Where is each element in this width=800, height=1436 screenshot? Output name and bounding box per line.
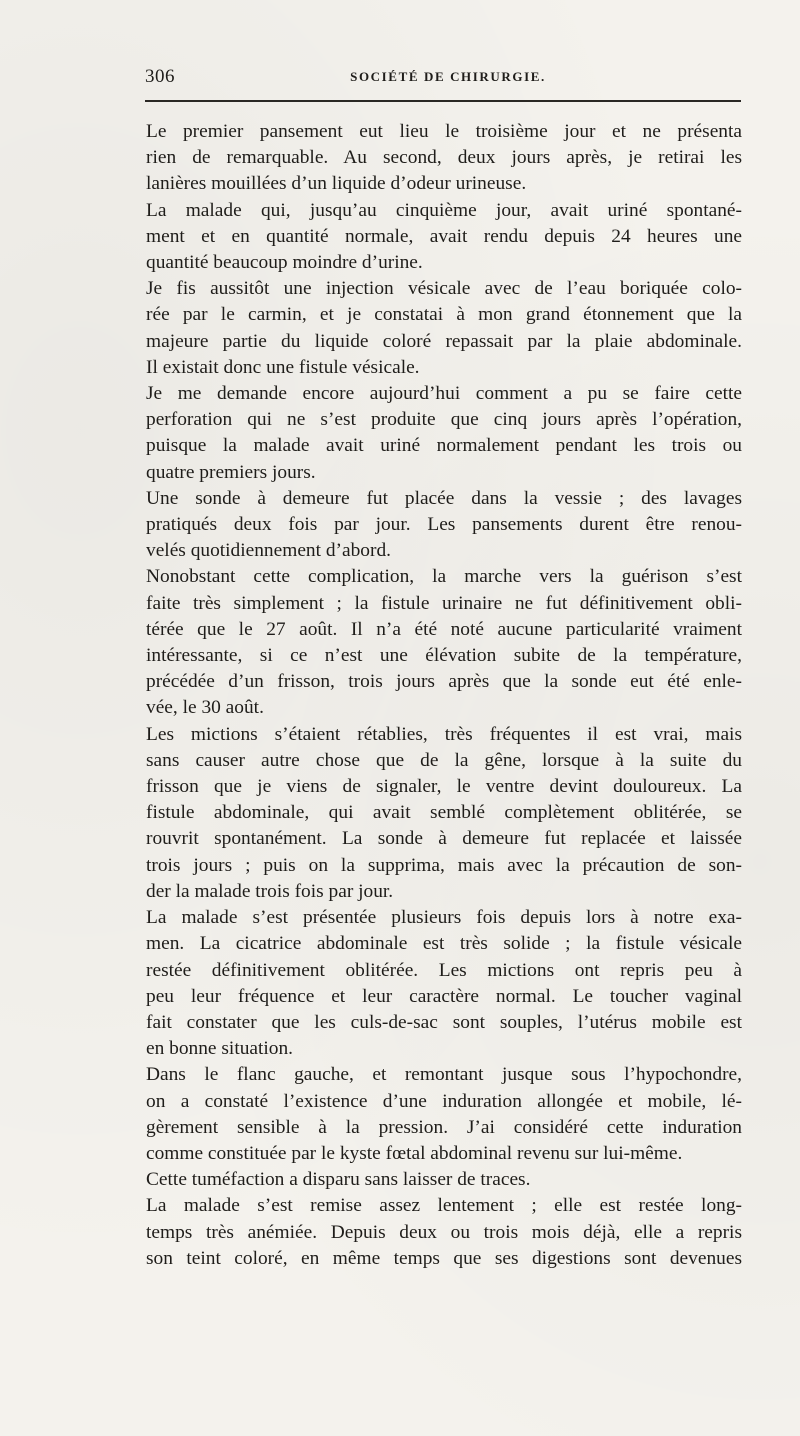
paragraph — [122, 905, 742, 1062]
text-line: rouvrit spontanément. La sonde à demeure fut replacée et laissée — [146, 828, 742, 850]
text-line: puisque la malade avait uriné normalement pendant les trois ou — [146, 435, 742, 457]
running-head: SOCIÉTÉ DE CHIRURGIE. — [350, 69, 546, 84]
text-line: trois jours ; puis on la supprima, mais avec la précaution de son- — [146, 854, 742, 876]
text-line: Une sonde à demeure fut placée dans la vessie ; des lavages — [146, 487, 742, 509]
header-rule — [145, 100, 741, 102]
text-line: faite très simplement ; la fistule urinaire ne fut définitivement obli- — [146, 592, 742, 614]
text-line: perforation qui ne s’est produite que cinq jours après l’opération, — [146, 409, 742, 431]
text-line: comme constituée par le kyste fœtal abdominal revenu sur lui-même. — [146, 1142, 683, 1164]
paragraph — [122, 1062, 742, 1167]
text-line: précédée d’un frisson, trois jours après que la sonde eut été enle- — [146, 671, 742, 693]
paragraph — [122, 381, 742, 486]
text-line: La malade qui, jusqu’au cinquième jour, avait uriné spontané- — [146, 199, 742, 221]
text-line: Dans le flanc gauche, et remontant jusque sous l’hypochondre, — [146, 1064, 742, 1086]
text-line: ment et en quantité normale, avait rendu depuis 24 heures une — [146, 225, 742, 247]
paragraph — [122, 198, 742, 277]
paragraph — [122, 276, 742, 381]
text-line: on a constaté l’existence d’une induration allongée et mobile, lé- — [146, 1090, 742, 1112]
text-line: vée, le 30 août. — [146, 697, 264, 719]
text-line: men. La cicatrice abdominale est très solide ; la fistule vésicale — [146, 933, 742, 955]
text-line: Cette tuméfaction a disparu sans laisser de traces. — [146, 1169, 531, 1191]
text-line: Les mictions s’étaient rétablies, très fréquentes il est vrai, mais — [146, 723, 742, 745]
text-line: Je fis aussitôt une injection vésicale avec de l’eau boriquée colo- — [146, 278, 742, 300]
text-line: La malade s’est présentée plusieurs fois depuis lors à notre exa- — [146, 907, 742, 929]
body-text — [122, 119, 742, 1272]
text-line: temps très anémiée. Depuis deux ou trois mois déjà, elle a repris — [146, 1221, 742, 1243]
text-line: Il existait donc une fistule vésicale. — [146, 356, 420, 378]
text-line: intéressante, si ce n’est une élévation subite de la température, — [146, 645, 742, 667]
text-line: en bonne situation. — [146, 1038, 294, 1060]
text-line: térée que le 27 août. Il n’a été noté aucune particularité vraiment — [146, 618, 742, 640]
text-line: pratiqués deux fois par jour. Les pansements durent être renou- — [146, 514, 742, 536]
text-line: rée par le carmin, et je constatai à mon grand étonnement que la — [146, 304, 742, 326]
paragraph — [122, 119, 742, 198]
text-line: quantité beaucoup moindre d’urine. — [146, 252, 423, 274]
text-line: son teint coloré, en même temps que ses digestions sont devenues — [146, 1247, 742, 1269]
text-line: restée définitivement oblitérée. Les mictions ont repris peu à — [146, 959, 742, 981]
text-line: fistule abdominale, qui avait semblé complètement oblitérée, se — [146, 802, 742, 824]
text-line: gèrement sensible à la pression. J’ai considéré cette induration — [146, 1116, 742, 1138]
page-number: 306 — [145, 66, 175, 87]
text-line: peu leur fréquence et leur caractère normal. Le toucher vaginal — [146, 985, 742, 1007]
text-line: Nonobstant cette complication, la marche vers la guérison s’est — [146, 566, 742, 588]
text-line: La malade s’est remise assez lentement ; elle est restée long- — [146, 1195, 742, 1217]
page-header — [145, 66, 741, 90]
text-line: lanières mouillées d’un liquide d’odeur urineuse. — [146, 173, 527, 195]
text-line: quatre premiers jours. — [146, 461, 316, 483]
text-line: frisson que je viens de signaler, le ventre devint douloureux. La — [146, 776, 742, 798]
paragraph — [122, 1167, 742, 1193]
text-line: majeure partie du liquide coloré repassait par la plaie abdominale. — [146, 330, 742, 352]
text-line: sans causer autre chose que de la gêne, lorsque à la suite du — [146, 749, 742, 771]
paragraph — [122, 1193, 742, 1272]
text-line: fait constater que les culs-de-sac sont souples, l’utérus mobile est — [146, 1011, 742, 1033]
text-line: Je me demande encore aujourd’hui comment a pu se faire cette — [146, 383, 742, 405]
paragraph — [122, 486, 742, 565]
text-line: velés quotidiennement d’abord. — [146, 540, 392, 562]
text-line: rien de remarquable. Au second, deux jours après, je retirai les — [146, 147, 742, 169]
paragraph — [122, 564, 742, 721]
paragraph — [122, 722, 742, 905]
text-line: Le premier pansement eut lieu le troisième jour et ne présenta — [146, 121, 742, 142]
text-line: der la malade trois fois par jour. — [146, 880, 394, 902]
